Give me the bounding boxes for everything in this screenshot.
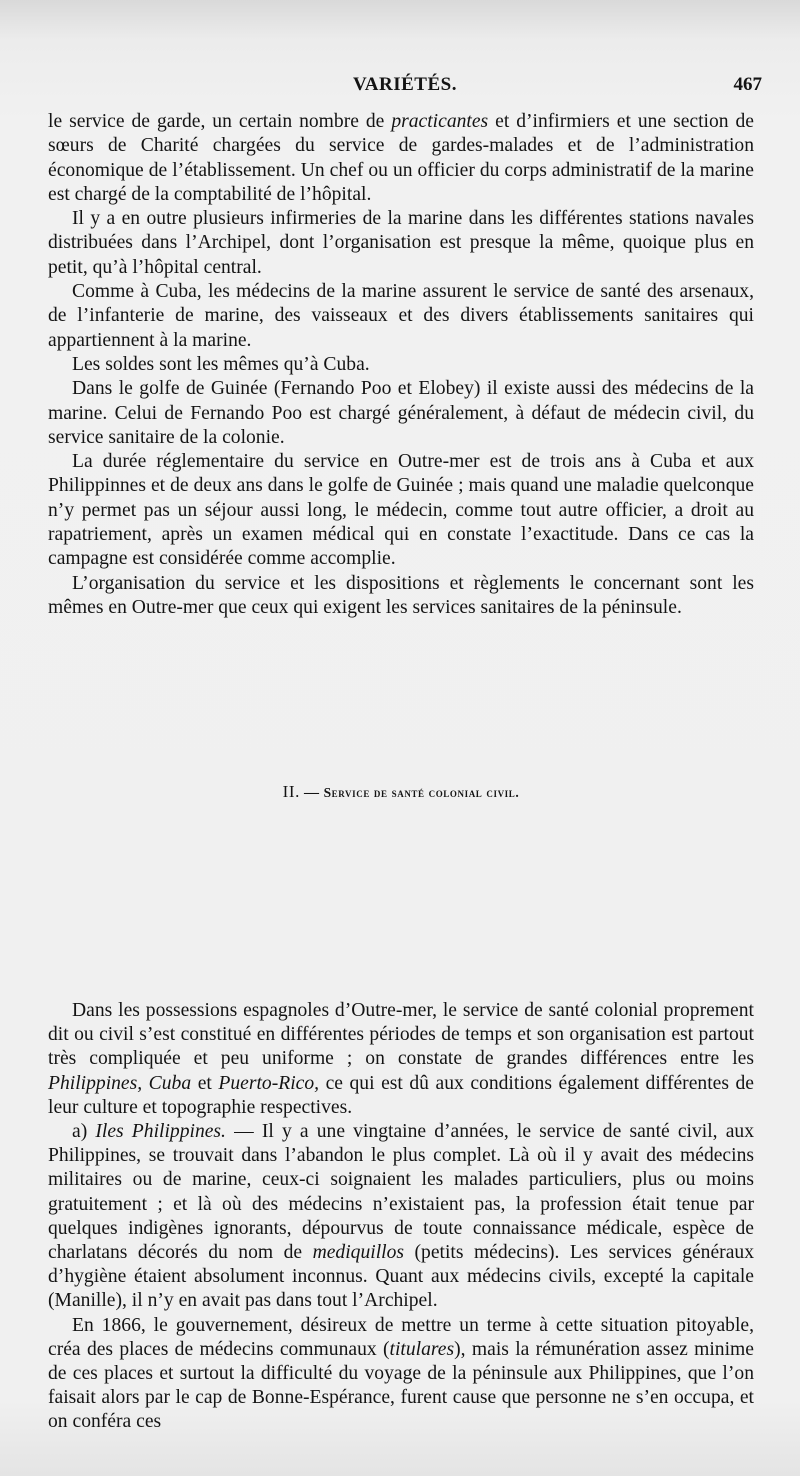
paragraph	[48, 207, 754, 280]
text-run: Dans le golfe de Guinée (Fernando Poo et Elobey) il existe aussi des médecins de la marine. Celui de Fernando Poo est chargé généralement, à défaut de médecin civil, du service sanitaire de la colonie.	[48, 378, 754, 448]
text-run: et d’infirmiers et une section de sœurs de Charité chargées du service de gardes-malades et de l’administration économique de l’établissement. Un chef ou un officier du corps administratif de la marine est chargé de la comptabilité de l’hôpital.	[48, 111, 755, 205]
page-header	[48, 74, 762, 104]
text-run: ce qui est dû aux conditions également différentes de leur culture et topographie respectives.	[48, 1072, 755, 1118]
text-run: Dans les possessions espagnoles d’Outre-mer, le service de santé colonial proprement dit ou civil s’est constitué en différentes périodes de temps et son organisation est partout très compliquée et peu uniforme ; on constate de grandes différences entre les	[48, 1000, 754, 1070]
text-run: En 1866, le gouvernement, désireux de mettre un terme à cette situation pitoyable, créa des places de médecins communaux (	[48, 1314, 754, 1360]
text-run: ), mais la rémunération assez minime de ces places et surtout la difficulté du voyage de la péninsule aux Philippines, que l’on faisait alors par le cap de Bonne-Espérance, furent cause que personne ne s’en occupa, et on conféra ces	[48, 1338, 754, 1433]
paragraph	[48, 110, 754, 207]
section-heading	[48, 782, 754, 802]
paragraph	[48, 353, 754, 377]
paragraph	[48, 1120, 754, 1314]
text-run: L’organisation du service et les dispositions et règlements le concernant sont les mêmes en Outre-mer que ceux qui exigent les services sanitaires de la péninsule.	[48, 572, 754, 618]
paragraph	[48, 450, 754, 571]
text-run: Les soldes sont les mêmes qu’à Cuba.	[72, 353, 370, 375]
paragraph	[48, 280, 754, 353]
running-head: VARIÉTÉS.	[353, 74, 457, 95]
italic-text: Iles Philippines.	[95, 1121, 226, 1143]
italic-text: titulares	[389, 1338, 455, 1360]
page-number: 467	[733, 74, 762, 95]
section-number: II.	[282, 782, 300, 801]
section-title: Service de santé colonial civil.	[323, 785, 520, 800]
text-run: Il y a en outre plusieurs infirmeries de la marine dans les différentes stations navales distribuées dans l’Archipel, dont l’organisation est presque la même, quoique plus en petit, qu’à l’hôpital central.	[48, 208, 754, 278]
text-run: a)	[72, 1121, 96, 1143]
italic-text: mediquillos	[312, 1242, 405, 1264]
section-dash: —	[303, 785, 320, 801]
paragraph	[48, 377, 754, 450]
italic-text: Philippines, Cuba	[48, 1072, 192, 1094]
paragraph	[48, 1314, 754, 1435]
text-run: Comme à Cuba, les médecins de la marine assurent le service de santé des arsenaux, de l’infanterie de marine, des vaisseaux et des divers établissements sanitaires qui appartiennent à la marine.	[48, 281, 754, 351]
text-run: (petits médecins). Les services généraux d’hygiène étaient absolument inconnus. Quant aux médecins civils, excepté la capitale (Manille), il n’y en avait pas dans tout l’Archipel.	[48, 1242, 754, 1312]
italic-text: practicantes	[391, 111, 489, 132]
text-block-part1	[48, 110, 754, 620]
text-run: le service de garde, un certain nombre de	[48, 111, 392, 132]
italic-text: Puerto-Rico,	[218, 1072, 320, 1094]
text-block-part2	[48, 999, 754, 1435]
text-run: La durée réglementaire du service en Outre-mer est de trois ans à Cuba et aux Philippinnes et de deux ans dans le golfe de Guinée ; mais quand une maladie quelconque n’y permet pas un séjour aussi long, le médecin, comme tout autre officier, a droit au rapatriement, après un examen médical qui en constate l’exactitude. Dans ce cas la campagne est considérée comme accomplie.	[48, 451, 754, 570]
text-run: — Il y a une vingtaine d’années, le service de santé civil, aux Philippines, se trouvait dans l’abandon le plus complet. Là où il y avait des médecins militaires ou de marine, ceux-ci soignaient les malades particuliers, plus ou moins gratuitement ; et là où des médecins n’existaient pas, la profession était tenue par quelques indigènes ignorants, dépourvus de toute connaissance médicale, espèce de charlatans décorés du nom de	[48, 1121, 755, 1264]
text-run: et	[191, 1072, 219, 1094]
paragraph	[48, 999, 754, 1120]
paragraph	[48, 572, 754, 621]
